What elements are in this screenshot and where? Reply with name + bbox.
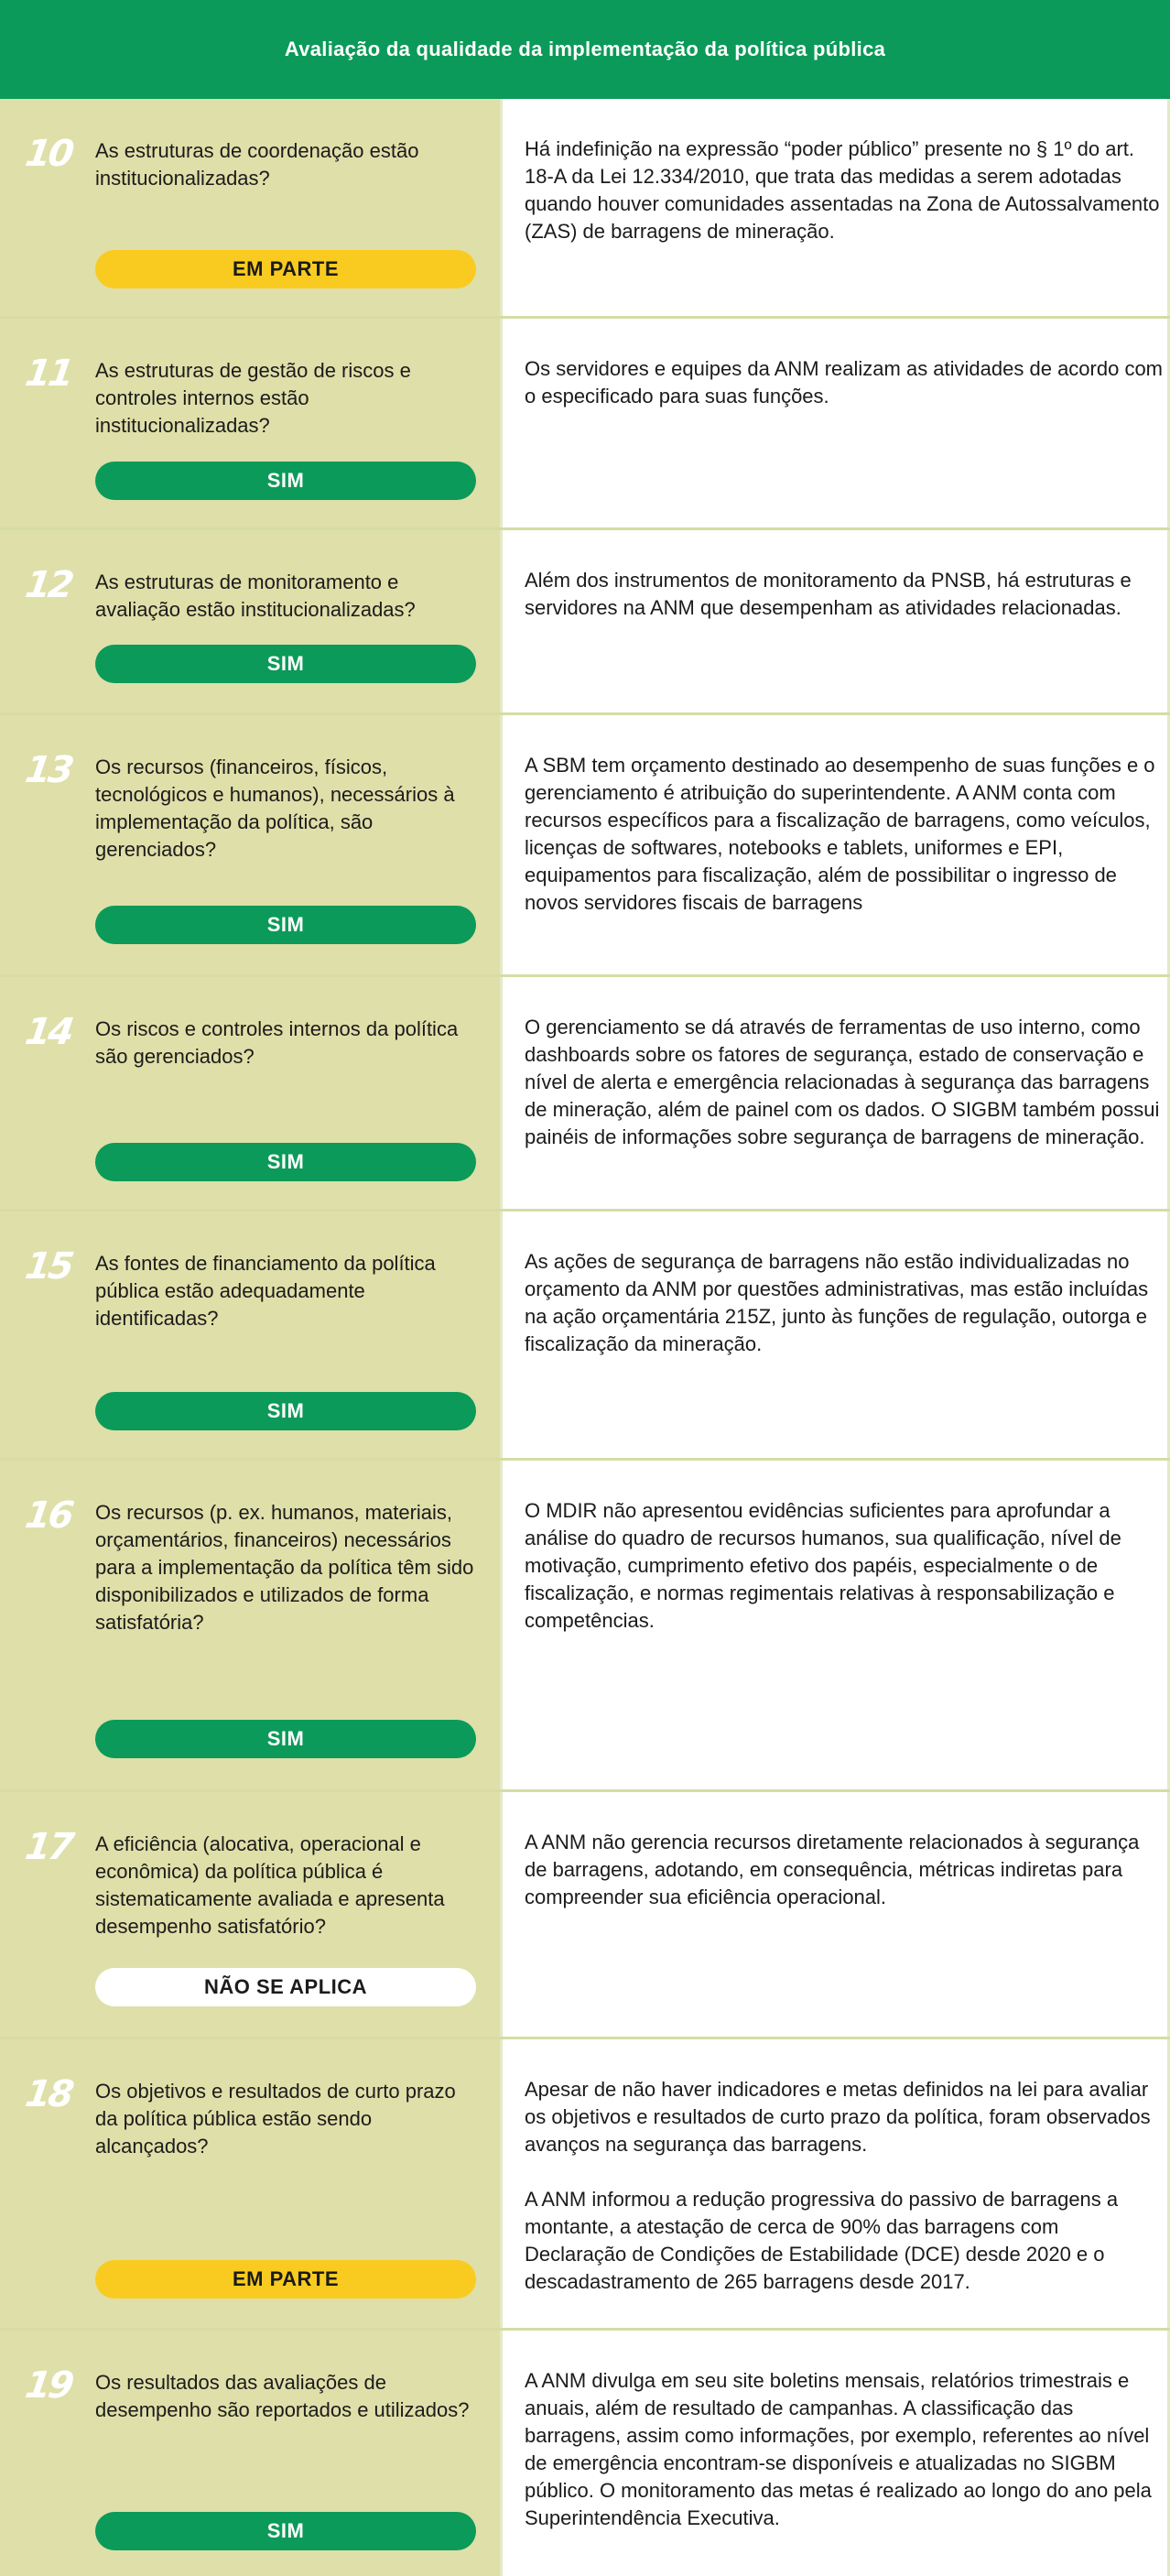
paragraph: As ações de segurança de barragens não estão individualizadas no orçamento da ANM por questões administrativas, mas estão incluídas na ação orçamentária 215Z, junto às funções de regulação, outorga e fiscalização da mineração. [525,1250,1149,1355]
question-text: Os recursos (p. ex. humanos, materiais, orçamentários, financeiros) necessários para a implementação da política têm sido disponibilizados e utilizados de forma satisfatória? [95,1501,474,1634]
question-text: As fontes de financiamento da política pública estão adequadamente identificadas? [95,1252,436,1330]
answer-badge: EM PARTE [95,2260,476,2299]
table-row [0,99,1170,319]
paragraph: A ANM divulga em seu site boletins mensais, relatórios trimestrais e anuais, além de resultado de campanhas. A classificação das barragens, assim como informações, por exemplo, referentes ao nível de emergência encontram-se disponíveis e atualizadas no SIGBM público. O monitoramento das metas é realizado ao longo do ano pela Superintendência Executiva. [525,2369,1152,2529]
question-text: Os objetivos e resultados de curto prazo da política pública estão sendo alcançados? [95,2080,456,2158]
answer-badge: SIM [95,462,476,500]
paragraph: O gerenciamento se dá através de ferramentas de uso interno, como dashboards sobre os fatores de segurança, estado de conservação e nível de alerta e emergência relacionadas à segurança das barragens de mineração, além de painel com os dados. O SIGBM também possui painéis de informações sobre segurança de barragens de mineração. [525,1016,1160,1148]
evaluation-table [0,99,1170,2576]
answer-badge: SIM [95,1143,476,1181]
justification-text [500,530,1170,712]
table-row [0,1461,1170,1792]
answer-badge: SIM [95,1720,476,1758]
table-row [0,1212,1170,1461]
justification-text [500,2039,1170,2328]
question-panel [0,977,500,1209]
question-panel [0,1212,500,1458]
page-header [0,0,1170,99]
question-text: A eficiência (alocativa, operacional e econômica) da política pública é sistematicamente avaliada e apresenta desempenho satisfatório? [95,1832,445,1938]
question-text: Os resultados das avaliações de desempenho são reportados e utilizados? [95,2371,470,2421]
table-row [0,530,1170,715]
item-number: 18 [22,2073,74,2115]
question-panel [0,2331,500,2576]
item-number: 10 [22,133,74,175]
answer-badge: NÃO SE APLICA [95,1968,476,2006]
item-number: 13 [22,749,74,791]
justification-text [500,1212,1170,1458]
page-title: Avaliação da qualidade da implementação da política pública [284,38,886,60]
question-panel [0,1461,500,1789]
table-row [0,2331,1170,2576]
question-text: Os recursos (financeiros, físicos, tecnológicos e humanos), necessários à implementação da política, são gerenciados? [95,755,455,861]
question-panel [0,715,500,974]
justification-text [500,715,1170,974]
justification-text [500,319,1170,527]
paragraph: Além dos instrumentos de monitoramento da PNSB, há estruturas e servidores na ANM que desempenham as atividades relacionadas. [525,569,1132,619]
paragraph: Há indefinição na expressão “poder público” presente no § 1º do art. 18-A da Lei 12.334/2010, que trata das medidas a serem adotadas quando houver comunidades assentadas na Zona de Autossalvamento (ZAS) de barragens de mineração. [525,137,1160,243]
question-panel [0,530,500,712]
answer-badge: SIM [95,645,476,683]
table-row [0,715,1170,977]
item-number: 16 [22,1495,74,1537]
answer-badge: SIM [95,1392,476,1430]
paragraph: Apesar de não haver indicadores e metas definidos na lei para avaliar os objetivos e resultados de curto prazo da política, foram observados avanços na segurança das barragens. [525,2078,1151,2156]
answer-badge: SIM [95,906,476,944]
table-row [0,1792,1170,2039]
question-panel [0,2039,500,2328]
answer-badge: EM PARTE [95,250,476,288]
item-number: 14 [22,1011,74,1053]
item-number: 12 [22,564,74,606]
justification-text [500,1792,1170,2037]
paragraph: Os servidores e equipes da ANM realizam as atividades de acordo com o especificado para suas funções. [525,357,1164,408]
question-text: As estruturas de monitoramento e avaliação estão institucionalizadas? [95,571,416,621]
paragraph: A ANM não gerencia recursos diretamente relacionados à segurança de barragens, adotando, em consequência, métricas indiretas para compreender sua eficiência operacional. [525,1831,1140,1908]
item-number: 19 [22,2364,74,2407]
justification-text [500,1461,1170,1789]
answer-badge: SIM [95,2512,476,2550]
justification-text [500,2331,1170,2576]
question-text: As estruturas de gestão de riscos e controles internos estão institucionalizadas? [95,359,411,437]
question-text: Os riscos e controles internos da política são gerenciados? [95,1017,459,1068]
question-panel [0,99,500,316]
question-panel [0,1792,500,2037]
table-row [0,977,1170,1212]
question-panel [0,319,500,527]
item-number: 11 [22,353,74,395]
table-row [0,319,1170,530]
justification-text [500,99,1170,316]
paragraph: O MDIR não apresentou evidências suficientes para aprofundar a análise do quadro de recursos humanos, sua qualificação, nível de motivação, cumprimento efetivo dos papéis, especialmente o de fiscalização, e normas regimentais relativas à responsabilização e competências. [525,1499,1121,1632]
paragraph: A ANM informou a redução progressiva do passivo de barragens a montante, a atestação de cerca de 90% das barragens com Declaração de Condições de Estabilidade (DCE) desde 2020 e o descadastramento de 265 barragens desde 2017. [525,2188,1119,2293]
table-row [0,2039,1170,2331]
paragraph: A SBM tem orçamento destinado ao desempenho de suas funções e o gerenciamento é atribuição do superintendente. A ANM conta com recursos específicos para a fiscalização de barragens, como veículos, licenças de softwares, notebooks e tablets, uniformes e EPI, equipamentos para fiscalização, além de possibilitar o ingresso de novos servidores fiscais de barragens [525,754,1155,914]
item-number: 17 [22,1826,74,1868]
justification-text [500,977,1170,1209]
item-number: 15 [22,1245,74,1288]
question-text: As estruturas de coordenação estão institucionalizadas? [95,139,419,190]
